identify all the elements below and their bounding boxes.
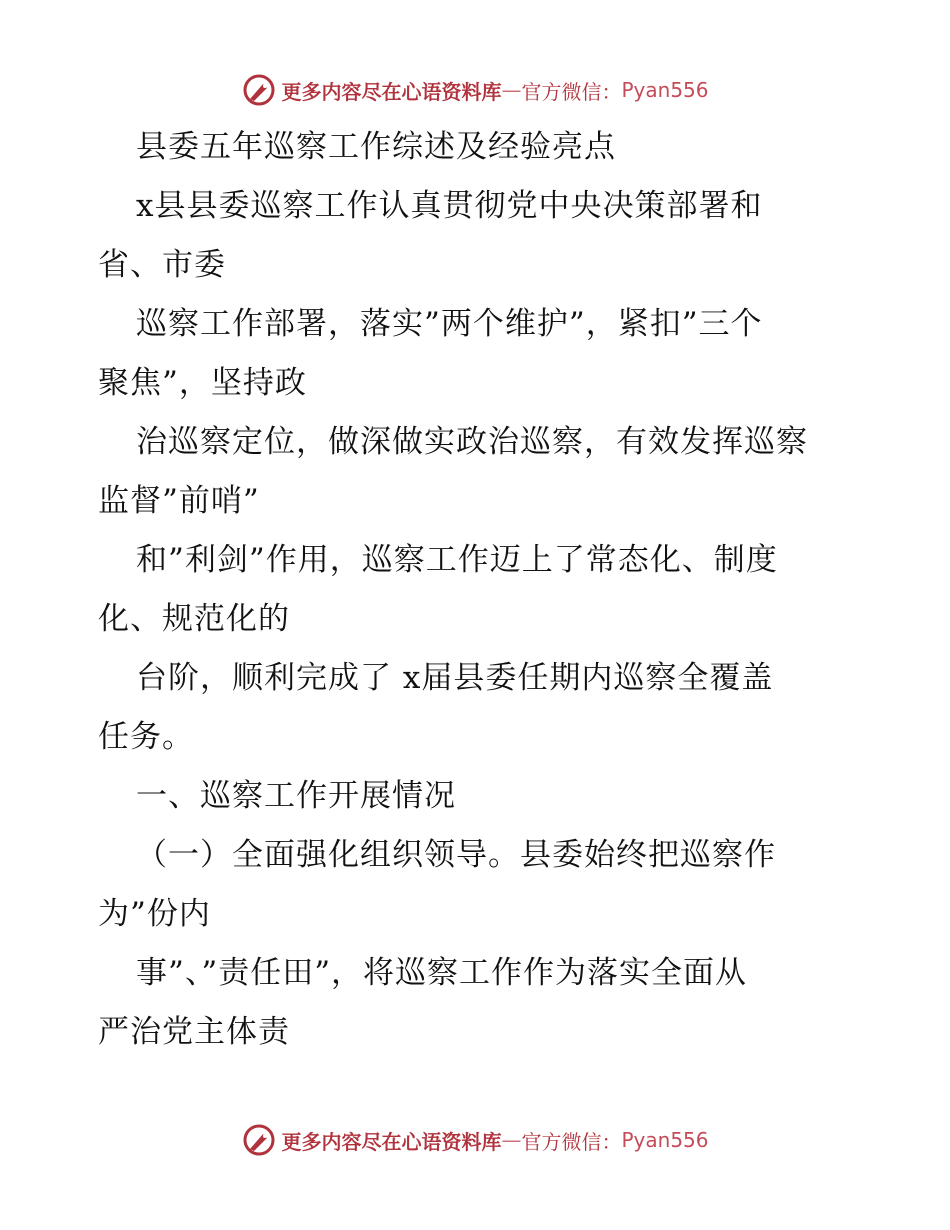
document-line: x县县委巡察工作认真贯彻党中央决策部署和 — [136, 188, 763, 224]
document-body — [98, 118, 858, 1062]
banner-wechat-id: Pyan556 — [621, 1128, 709, 1152]
document-line: 和”利剑”作用，巡察工作迈上了常态化、制度 — [136, 542, 778, 578]
banner-wechat-id: Pyan556 — [621, 78, 709, 102]
document-line: 县委五年巡察工作综述及经验亮点 — [136, 129, 616, 165]
document-line: 一、巡察工作开展情况 — [136, 778, 456, 814]
document-line: 台阶，顺利完成了 x届县委任期内巡察全覆盖 — [136, 660, 774, 696]
document-line: 严治党主体责 — [98, 1014, 290, 1050]
footer-watermark — [0, 1118, 950, 1162]
banner-brand-text: 更多内容尽在心语资料库 — [281, 79, 502, 104]
document-line: 省、市委 — [98, 247, 226, 283]
document-line: 巡察工作部署，落实”两个维护”，紧扣”三个 — [136, 306, 763, 342]
banner-brand-text: 更多内容尽在心语资料库 — [281, 1129, 502, 1154]
document-line: （一）全面强化组织领导。县委始终把巡察作 — [136, 837, 776, 873]
banner-separator: — — [501, 78, 522, 102]
document-line: 治巡察定位，做深做实政治巡察，有效发挥巡察 — [136, 424, 808, 460]
pen-nib-logo-icon — [241, 1122, 277, 1158]
header-watermark — [0, 68, 950, 112]
document-line: 监督”前哨” — [98, 483, 260, 519]
document-line: 化、规范化的 — [98, 601, 290, 637]
document-line: 聚焦”，坚持政 — [98, 365, 307, 401]
document-line: 任务。 — [98, 719, 194, 755]
banner-wechat-label: 官方微信： — [521, 1129, 622, 1154]
document-line: 事”、”责任田”，将巡察工作作为落实全面从 — [136, 955, 748, 991]
banner-separator: — — [501, 1128, 522, 1152]
pen-nib-logo-icon — [241, 72, 277, 108]
banner-wechat-label: 官方微信： — [521, 79, 622, 104]
document-line: 为”份内 — [98, 896, 211, 932]
